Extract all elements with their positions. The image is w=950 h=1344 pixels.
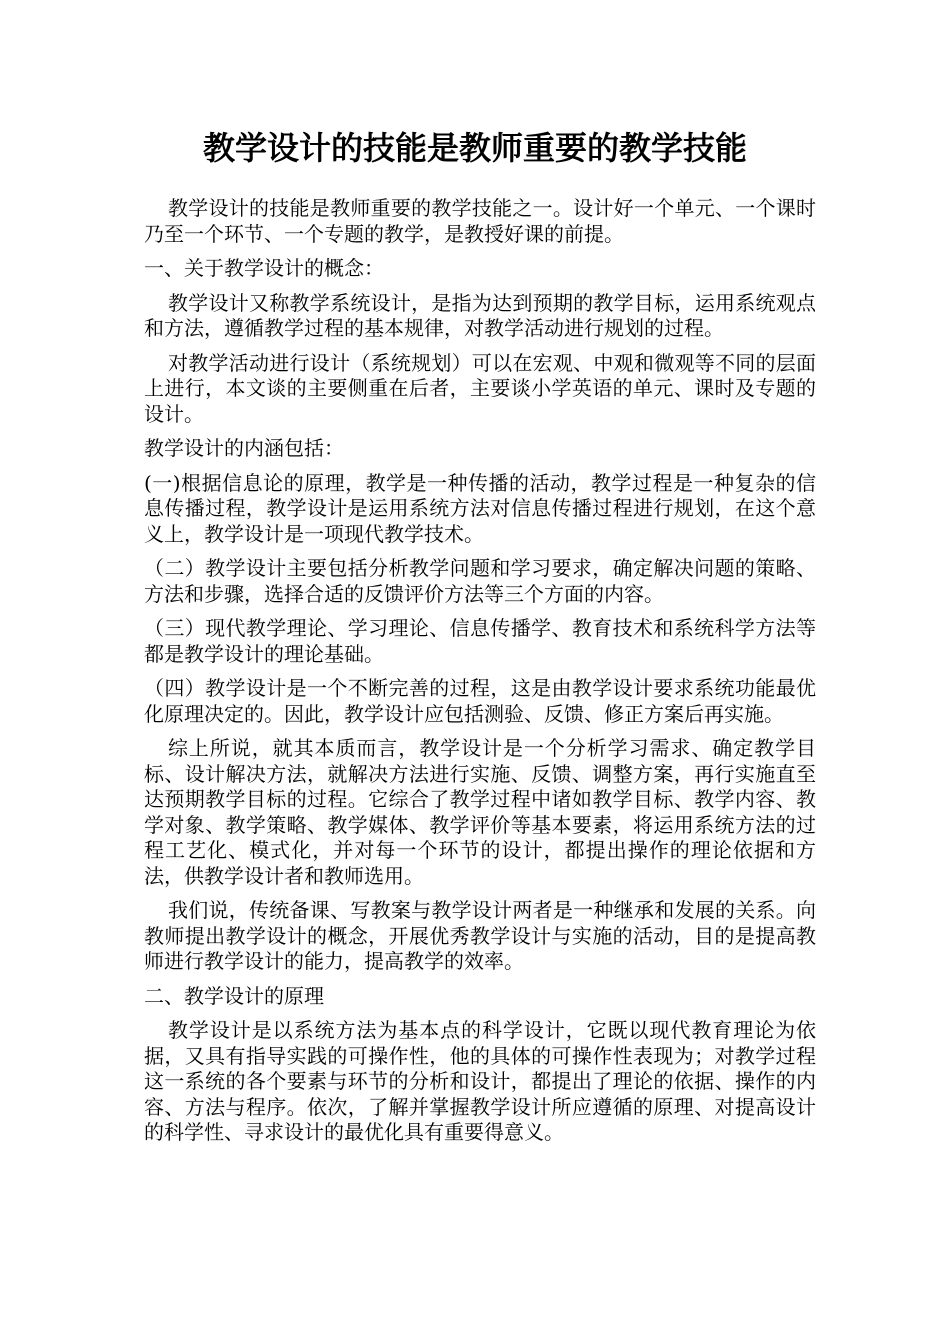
concept-definition-paragraph: 教学设计又称教学系统设计，是指为达到预期的教学目标，运用系统观点和方法，遵循教学过程的基本规律，对教学活动进行规划的过程。 [144,290,816,340]
list-item-3: （三）现代教学理论、学习理论、信息传播学、教育技术和系统科学方法等都是教学设计的理论基础。 [144,616,816,666]
document-title: 教学设计的技能是教师重要的教学技能 [202,129,747,167]
connotation-heading: 教学设计的内涵包括： [144,436,344,460]
design-levels-paragraph: 对教学活动进行设计（系统规划）可以在宏观、中观和微观等不同的层面上进行，本文谈的主要侧重在后者，主要谈小学英语的单元、课时及专题的设计。 [144,350,816,426]
list-item-4: （四）教学设计是一个不断完善的过程，这是由教学设计要求系统功能最优化原理决定的。因此，教学设计应包括测验、反馈、修正方案后再实施。 [144,676,816,726]
relation-paragraph: 我们说，传统备课、写教案与教学设计两者是一种继承和发展的关系。向教师提出教学设计的概念，开展优秀教学设计与实施的活动，目的是提高教师进行教学设计的能力，提高教学的效率。 [144,898,816,973]
summary-paragraph: 综上所说，就其本质而言，教学设计是一个分析学习需求、确定教学目标、设计解决方法，就解决方法进行实施、反馈、调整方案，再行实施直至达预期教学目标的过程。它综合了教学过程中诸如教学目标、教学内容、教学对象、教学策略、教学媒体、教学评价等基本要素，将运用系统方法的过程工艺化、模式化，并对每一个环节的设计，都提出操作的理论依据和方法，供教学设计者和教师选用。 [144,736,816,888]
list-item-1: (一)根据信息论的原理，教学是一种传播的活动，教学过程是一种复杂的信息传播过程，教学设计是运用系统方法对信息传播过程进行规划，在这个意义上，教学设计是一项现代教学技术。 [144,470,816,546]
document-body [144,196,816,1155]
section-heading-principle: 二、教学设计的原理 [144,983,324,1008]
section-heading-concept: 一、关于教学设计的概念： [144,256,384,280]
principle-paragraph: 教学设计是以系统方法为基本点的科学设计，它既以现代教育理论为依据，又具有指导实践的可操作性，他的具体的可操作性表现为；对教学过程这一系统的各个要素与环节的分析和设计，都提出了理论的依据、操作的内容、方法与程序。依次，了解并掌握教学设计所应遵循的原理、对提高设计的科学性、寻求设计的最优化具有重要得意义。 [144,1018,816,1144]
intro-paragraph: 教学设计的技能是教师重要的教学技能之一。设计好一个单元、一个课时乃至一个环节、一个专题的教学，是教授好课的前提。 [144,196,816,246]
list-item-2: （二）教学设计主要包括分析教学问题和学习要求，确定解决问题的策略、方法和步骤，选择合适的反馈评价方法等三个方面的内容。 [144,556,816,606]
